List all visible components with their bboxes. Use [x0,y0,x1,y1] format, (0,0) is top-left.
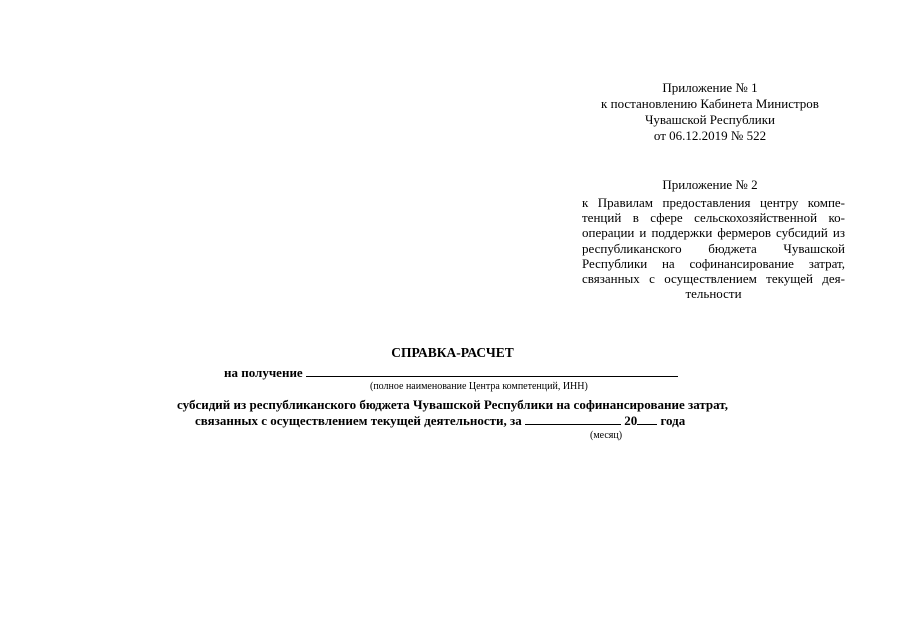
period-row [195,413,685,429]
subsidy-description: субсидий из республиканского бюджета Чувашской Республики на софинансирование затрат, [177,397,728,412]
year-suffix: года [660,413,686,428]
recipient-name-caption: (полное наименование Центра компетенций, ИНН) [370,381,588,392]
appendix2-title: Приложение № 2 [662,177,758,192]
recipient-name-field[interactable] [306,365,678,377]
receipt-row [224,365,678,381]
year-prefix: 20 [624,413,638,428]
appendix1-reference: к постановлению Кабинета Министров [601,96,819,111]
receipt-label: на получение [224,365,303,380]
appendix1-title: Приложение № 1 [662,80,758,95]
month-caption: (месяц) [590,430,623,441]
appendix2-body: к Правилам предоставления центру компе-тенций в сфере сельскохозяйственной ко-операции и поддержки фермеров субсидий из республиканского бюджета Чувашской Республики на софинансирование затрат, связанных с осуществлением текущей дея-тельности [582,195,845,302]
document-title: СПРАВКА-РАСЧЕТ [391,345,514,360]
month-field[interactable] [525,413,621,425]
appendix1-date-number: от 06.12.2019 № 522 [653,128,767,143]
period-label: связанных с осуществлением текущей деятельности, за [195,413,522,428]
appendix1-republic: Чувашской Республики [644,112,776,127]
year-field[interactable] [637,413,657,425]
